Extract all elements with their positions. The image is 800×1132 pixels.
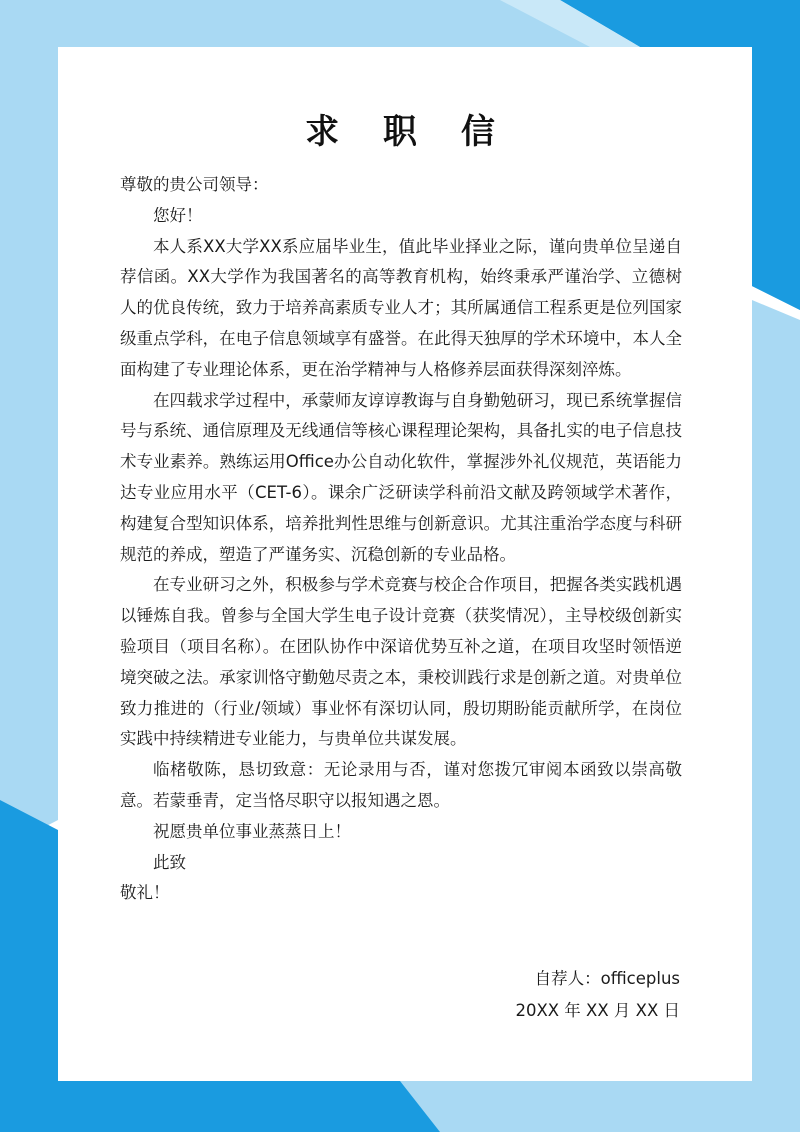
salutation: 尊敬的贵公司领导： bbox=[120, 175, 269, 194]
paragraph-intro: 本人系XX大学XX系应届毕业生，值此毕业择业之际，谨向贵单位呈递自荐信函。XX大学作为我国著名的高等教育机构，始终秉承严谨治学、立德树人的优良传统，致力于培养高素质专业人才；其所属通信工程系更是位列国家级重点学科，在电子信息领域享有盛誉。在此得天独厚的学术环境中，本人全面构建了专业理论体系，更在治学精神与人格修养层面获得深刻淬炼。 bbox=[120, 236, 682, 379]
paragraph-practice: 在专业研习之外，积极参与学术竞赛与校企合作项目，把握各类实践机遇以锤炼自我。曾参与全国大学生电子设计竞赛（获奖情况），主导校级创新实验项目（项目名称）。在团队协作中深谙优势互补之道，在项目攻坚时领悟逆境突破之法。承家训恪守勤勉尽责之本，秉校训践行求是创新之道。对贵单位致力推进的（行业/领域）事业怀有深切认同，殷切期盼能贡献所学，在岗位实践中持续精进专业能力，与贵单位共谋发展。 bbox=[120, 575, 682, 749]
paragraph-closing: 临楮敬陈，恳切致意：无论录用与否，谨对您拨冗审阅本函致以崇高敬意。若蒙垂青，定当恪尽职守以报知遇之恩。 bbox=[120, 760, 682, 810]
bottom-light-band bbox=[400, 1081, 800, 1132]
wish-line: 祝愿贵单位事业蒸蒸日上！ bbox=[153, 821, 351, 841]
right-light-band bbox=[752, 300, 800, 1132]
closing-cizhi: 此致 bbox=[153, 852, 186, 872]
closing-jingli: 敬礼！ bbox=[120, 883, 170, 903]
signature-date: 20XX 年 XX 月 XX 日 bbox=[515, 1001, 680, 1020]
signature-name: 自荐人：officeplus bbox=[534, 969, 680, 988]
right-dark-band bbox=[752, 47, 800, 310]
letter-body bbox=[120, 170, 682, 909]
paragraph-study: 在四载求学过程中，承蒙师友谆谆教诲与自身勤勉研习，现已系统掌握信号与系统、通信原理及无线通信等核心课程理论架构，具备扎实的电子信息技术专业素养。熟练运用Office办公自动化软件，掌握涉外礼仪规范，英语能力达专业应用水平（CET-6）。课余广泛研读学科前沿文献及跨领域学术著作，构建复合型知识体系，培养批判性思维与创新意识。尤其注重治学态度与科研规范的养成，塑造了严谨务实、沉稳创新的专业品格。 bbox=[120, 390, 682, 564]
letter-title: 求 职 信 bbox=[305, 112, 511, 152]
greeting: 您好！ bbox=[153, 205, 203, 225]
